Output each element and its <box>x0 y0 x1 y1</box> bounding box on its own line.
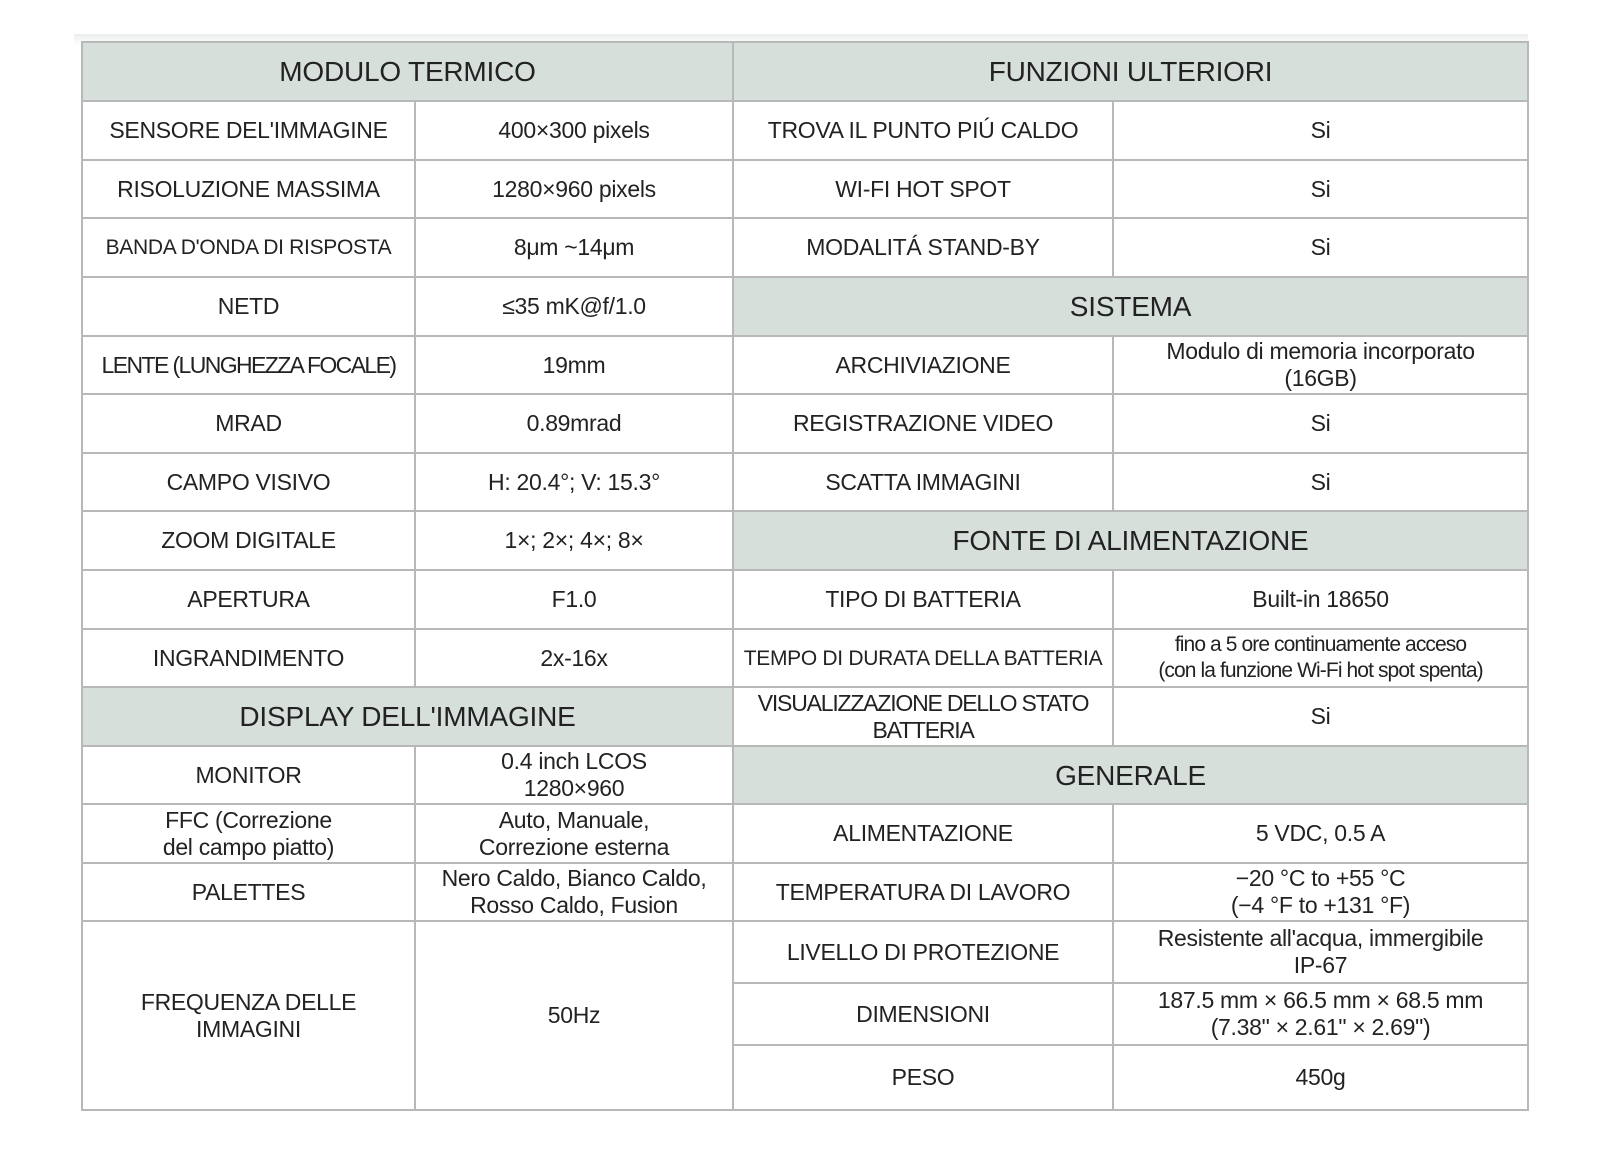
spec-label: TEMPERATURA DI LAVORO <box>733 863 1113 921</box>
spec-value: 400×300 pixels <box>415 101 733 160</box>
spec-label: APERTURA <box>82 570 415 629</box>
spec-label: ZOOM DIGITALE <box>82 511 415 570</box>
spec-value: ≤35 mK@f/1.0 <box>415 277 733 336</box>
spec-label: INGRANDIMENTO <box>82 629 415 687</box>
spec-value: fino a 5 ore continuamente acceso (con la funzione Wi-Fi hot spot spenta) <box>1113 629 1528 687</box>
spec-value: H: 20.4°; V: 15.3° <box>415 453 733 511</box>
section-header-display: DISPLAY DELL'IMMAGINE <box>82 687 733 746</box>
spec-label: SENSORE DEL'IMMAGINE <box>82 101 415 160</box>
spec-value: Resistente all'acqua, immergibile IP-67 <box>1113 921 1528 983</box>
spec-label: DIMENSIONI <box>733 983 1113 1045</box>
spec-value: Si <box>1113 453 1528 511</box>
spec-label: ARCHIVIAZIONE <box>733 336 1113 394</box>
spec-value: 450g <box>1113 1045 1528 1110</box>
spec-label: ALIMENTAZIONE <box>733 804 1113 863</box>
spec-label: LIVELLO DI PROTEZIONE <box>733 921 1113 983</box>
spec-label: MODALITÁ STAND-BY <box>733 218 1113 277</box>
spec-value: Si <box>1113 687 1528 746</box>
spec-value: Nero Caldo, Bianco Caldo, Rosso Caldo, Fusion <box>415 863 733 921</box>
spec-label: PESO <box>733 1045 1113 1110</box>
section-header-system: SISTEMA <box>733 277 1528 336</box>
spec-sheet <box>81 41 1527 1111</box>
spec-value: 19mm <box>415 336 733 394</box>
spec-value: Si <box>1113 394 1528 453</box>
spec-value: 8μm ~14μm <box>415 218 733 277</box>
spec-label: RISOLUZIONE MASSIMA <box>82 160 415 218</box>
spec-label: TROVA IL PUNTO PIÚ CALDO <box>733 101 1113 160</box>
right-spec-table <box>732 41 1529 1111</box>
spec-value: Si <box>1113 218 1528 277</box>
spec-label: PALETTES <box>82 863 415 921</box>
spec-value: Auto, Manuale, Correzione esterna <box>415 804 733 863</box>
spec-value: 0.89mrad <box>415 394 733 453</box>
spec-label: TIPO DI BATTERIA <box>733 570 1113 629</box>
spec-label: FFC (Correzione del campo piatto) <box>82 804 415 863</box>
spec-label: MONITOR <box>82 746 415 804</box>
spec-value: Si <box>1113 101 1528 160</box>
spec-value: Modulo di memoria incorporato (16GB) <box>1113 336 1528 394</box>
spec-value: 2x-16x <box>415 629 733 687</box>
spec-value: Built-in 18650 <box>1113 570 1528 629</box>
spec-label: NETD <box>82 277 415 336</box>
section-header-power: FONTE DI ALIMENTAZIONE <box>733 511 1528 570</box>
spec-value: 1×; 2×; 4×; 8× <box>415 511 733 570</box>
spec-value: 50Hz <box>415 921 733 1110</box>
spec-value multiline: 0.4 inch LCOS 1280×960 <box>415 746 733 804</box>
section-header-functions: FUNZIONI ULTERIORI <box>733 42 1528 101</box>
spec-label: BANDA D'ONDA DI RISPOSTA <box>82 218 415 277</box>
spec-value: 1280×960 pixels <box>415 160 733 218</box>
spec-label: MRAD <box>82 394 415 453</box>
spec-label: WI-FI HOT SPOT <box>733 160 1113 218</box>
spec-value: 5 VDC, 0.5 A <box>1113 804 1528 863</box>
spec-value: Si <box>1113 160 1528 218</box>
section-header-general: GENERALE <box>733 746 1528 804</box>
section-header-thermal: MODULO TERMICO <box>82 42 733 101</box>
spec-label: FREQUENZA DELLE IMMAGINI <box>82 921 415 1110</box>
spec-value: −20 °C to +55 °C (−4 °F to +131 °F) <box>1113 863 1528 921</box>
spec-value: 187.5 mm × 66.5 mm × 68.5 mm (7.38" × 2.61" × 2.69") <box>1113 983 1528 1045</box>
spec-label: LENTE (LUNGHEZZA FOCALE) <box>82 336 415 394</box>
spec-label: TEMPO DI DURATA DELLA BATTERIA <box>733 629 1113 687</box>
spec-label: VISUALIZZAZIONE DELLO STATO BATTERIA <box>733 687 1113 746</box>
spec-label: CAMPO VISIVO <box>82 453 415 511</box>
left-spec-table <box>81 41 734 1111</box>
spec-value: F1.0 <box>415 570 733 629</box>
spec-label: SCATTA IMMAGINI <box>733 453 1113 511</box>
spec-label: REGISTRAZIONE VIDEO <box>733 394 1113 453</box>
